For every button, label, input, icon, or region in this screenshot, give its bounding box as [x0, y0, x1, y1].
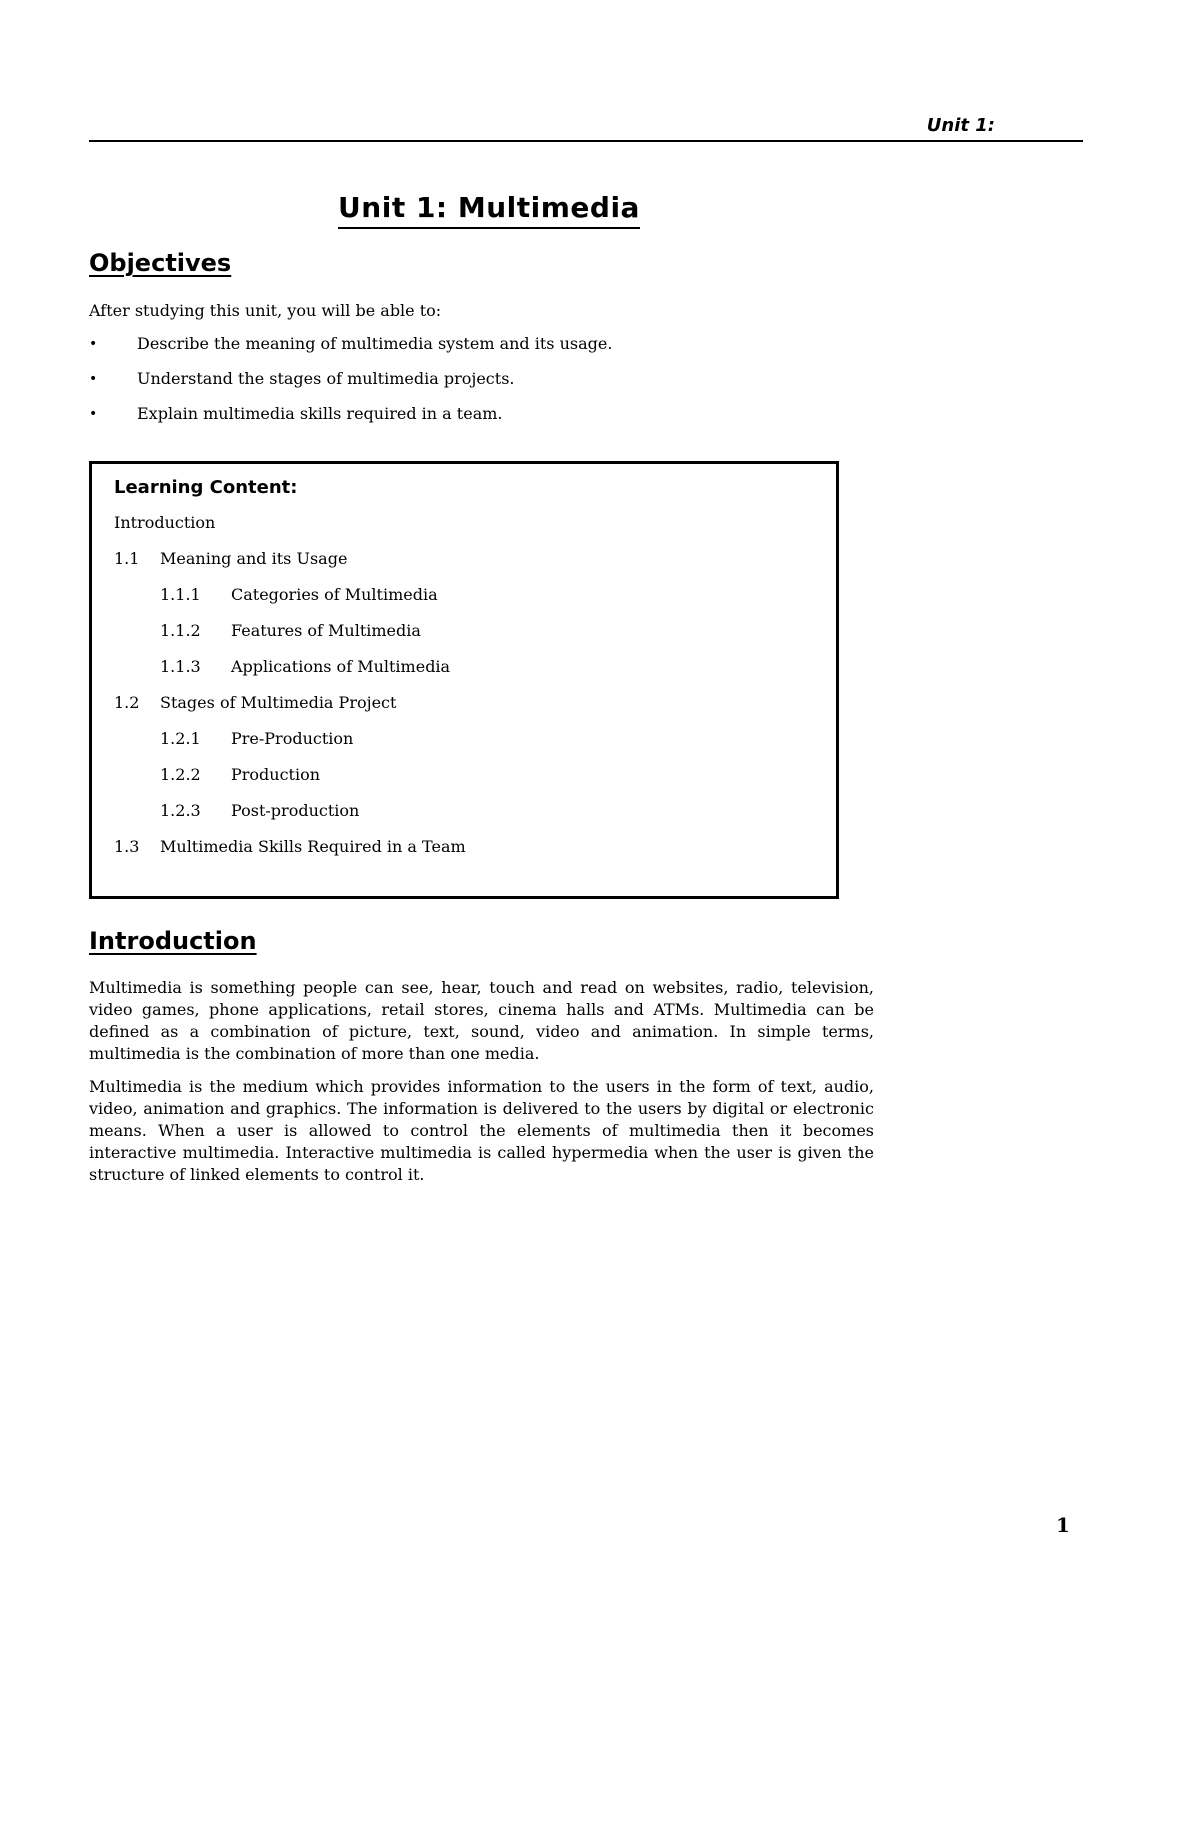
list-item: [89, 333, 612, 368]
page-title: [0, 190, 978, 229]
list-item: [89, 368, 612, 403]
toc-entry-text: Multimedia Skills Required in a Team: [160, 837, 466, 856]
bullet-icon: •: [89, 371, 98, 387]
introduction-paragraph: Multimedia is the medium which provides information to the users in the form of text, audio, video, animation and graphics. The information is delivered to the users by digital or electronic means. When a user is allowed to control the elements of multimedia then it becomes interactive multimedia. Interactive multimedia is called hypermedia when the user is given the structure of linked elements to control it.: [89, 1077, 874, 1184]
running-header-title: Unit 1:: [926, 115, 995, 136]
bullet-icon: •: [89, 336, 98, 352]
toc-entry-number: 1.1.2: [160, 621, 201, 640]
page-number: 1: [1056, 1513, 1070, 1537]
introduction-heading: Introduction: [89, 927, 257, 955]
toc-entry-text: Post-production: [231, 801, 360, 820]
toc-entry-text: Meaning and its Usage: [160, 549, 348, 568]
bullet-icon: •: [89, 406, 98, 422]
objectives-lead: After studying this unit, you will be able to:: [89, 301, 442, 320]
introduction-paragraph: Multimedia is something people can see, hear, touch and read on websites, radio, television, video games, phone applications, retail stores, cinema halls and ATMs. Multimedia can be defined as a combination of picture, text, sound, video and animation. In simple terms, multimedia is the combination of more than one media.: [89, 978, 874, 1063]
objectives-heading: Objectives: [89, 249, 232, 277]
toc-entry-text: Applications of Multimedia: [231, 657, 451, 676]
toc-entry-number: 1.2.1: [160, 729, 201, 748]
page-title-text: Unit 1: Multimedia: [338, 190, 640, 229]
objective-text: Understand the stages of multimedia projects.: [137, 369, 515, 388]
running-header: [89, 116, 1083, 142]
toc-entry-text: Features of Multimedia: [231, 621, 421, 640]
objective-text: Explain multimedia skills required in a team.: [137, 404, 503, 423]
learning-content-title: Learning Content:: [114, 477, 298, 498]
toc-entry-number: 1.2.2: [160, 765, 201, 784]
toc-entry-number: 1.3: [114, 837, 140, 856]
learning-content-box: [89, 461, 839, 899]
toc-entry-text: Production: [231, 765, 321, 784]
toc-entry-text: Introduction: [114, 513, 216, 532]
toc-entry-number: 1.1.1: [160, 585, 201, 604]
objective-text: Describe the meaning of multimedia system and its usage.: [137, 334, 613, 353]
toc-entry-text: Pre-Production: [231, 729, 354, 748]
toc-entry-number: 1.1: [114, 549, 140, 568]
toc-entry-text: Stages of Multimedia Project: [160, 693, 397, 712]
toc-entry-text: Categories of Multimedia: [231, 585, 438, 604]
toc-entry-number: 1.2.3: [160, 801, 201, 820]
toc-entry-number: 1.2: [114, 693, 140, 712]
toc-entry-number: 1.1.3: [160, 657, 201, 676]
objectives-list: [89, 333, 612, 438]
list-item: [89, 403, 612, 438]
